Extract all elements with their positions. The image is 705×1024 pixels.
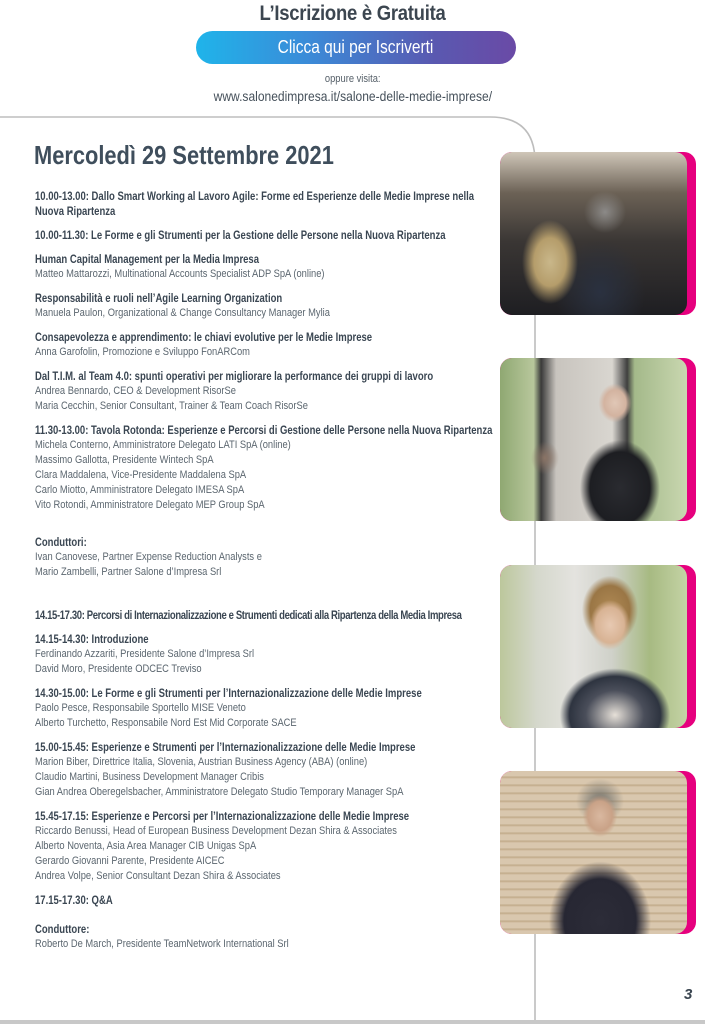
speaker: Riccardo Benussi, Head of European Business Development Dezan Shira & Associates <box>35 825 397 837</box>
speaker: Clara Maddalena, Vice-Presidente Maddalena SpA <box>35 469 247 481</box>
session-heading: 10.00-11.30: Le Forme e gli Strumenti per la Gestione delle Persone nella Nuova Ripartenza <box>35 229 446 242</box>
speaker: Matteo Mattarozzi, Multinational Accounts Specialist ADP SpA (online) <box>35 268 325 280</box>
host: Mario Zambelli, Partner Salone d’Impresa Srl <box>35 566 222 578</box>
talk <box>35 369 494 414</box>
register-button-label: Clicca qui per Iscriverti <box>278 37 434 57</box>
speaker: Marion Biber, Direttrice Italia, Slovenia, Austrian Business Agency (ABA) (online) <box>35 756 368 768</box>
talk-title: Responsabilità e ruoli nell’Agile Learning Organization <box>35 292 283 305</box>
speaker: Alberto Turchetto, Responsabile Nord Est Mid Corporate SACE <box>35 717 297 729</box>
event-photo-audience <box>500 152 696 315</box>
photo-image <box>500 771 687 934</box>
speaker: Anna Garofolin, Promozione e Sviluppo FonARCom <box>35 346 250 358</box>
host <box>35 922 494 952</box>
talk-title: Dal T.I.M. al Team 4.0: spunti operativi per migliorare la performance dei gruppi di lavoro <box>35 370 434 383</box>
photo-image <box>500 565 687 728</box>
talk-title: 17.15-17.30: Q&A <box>35 894 113 907</box>
talk <box>35 740 494 800</box>
session-morning <box>35 189 494 219</box>
speaker: Alberto Noventa, Asia Area Manager CIB Unigas SpA <box>35 840 257 852</box>
page-number: 3 <box>684 986 693 1003</box>
alternative-visit-label: oppure visita: <box>324 73 381 85</box>
talk-title: 15.45-17.15: Esperienze e Percorsi per l’Internazionalizzazione delle Medie Imprese <box>35 810 410 823</box>
speaker: Carlo Miotto, Amministratore Delegato IMESA SpA <box>35 484 245 496</box>
session-afternoon <box>35 608 494 623</box>
session-heading: 10.00-13.00: Dallo Smart Working al Lavoro Agile: Forme ed Esperienze delle Medie Imprese nella Nuova Ripartenza <box>35 190 475 218</box>
speaker: Gian Andrea Oberegelsbacher, Amministratore Delegato Studio Temporary Manager SpA <box>35 786 404 798</box>
speaker: Massimo Gallotta, Presidente Wintech SpA <box>35 454 214 466</box>
session-part <box>35 228 494 243</box>
speaker: Maria Cecchin, Senior Consultant, Trainer & Team Coach RisorSe <box>35 400 308 412</box>
speaker: Claudio Martini, Business Development Manager Cribis <box>35 771 264 783</box>
talk <box>35 632 494 677</box>
bottom-bar <box>0 1020 705 1024</box>
speaker: Ferdinando Azzariti, Presidente Salone d’Impresa Srl <box>35 648 255 660</box>
speaker: Paolo Pesce, Responsabile Sportello MISE Veneto <box>35 702 246 714</box>
event-photo-speaker <box>500 771 696 934</box>
talk <box>35 330 494 360</box>
speaker: Andrea Volpe, Senior Consultant Dezan Shira & Associates <box>35 870 281 882</box>
registration-title: L’Iscrizione è Gratuita <box>259 2 446 25</box>
hosts <box>35 535 494 580</box>
talk-title: 11.30-13.00: Tavola Rotonda: Esperienze e Percorsi di Gestione delle Persone nella Nuova Ripartenza <box>35 424 493 437</box>
event-photo-speaker <box>500 565 696 728</box>
talk-title: 14.30-15.00: Le Forme e gli Strumenti per l’Internazionalizzazione delle Medie Imprese <box>35 687 422 700</box>
speaker: David Moro, Presidente ODCEC Treviso <box>35 663 202 675</box>
talk <box>35 686 494 731</box>
qa <box>35 893 494 908</box>
register-button[interactable] <box>196 31 516 64</box>
host: Roberto De March, Presidente TeamNetwork International Srl <box>35 938 289 950</box>
event-photo-speaker <box>500 358 696 521</box>
talk-title: Human Capital Management per la Media Impresa <box>35 253 260 266</box>
speaker: Andrea Bennardo, CEO & Development RisorSe <box>35 385 236 397</box>
talk <box>35 809 494 884</box>
host-label: Conduttore: <box>35 923 90 936</box>
day-title: Mercoledì 29 Settembre 2021 <box>34 140 334 170</box>
hosts-label: Conduttori: <box>35 536 87 549</box>
website-link[interactable]: www.salonedimpresa.it/salone-delle-medie-imprese/ <box>213 88 492 104</box>
photo-image <box>500 358 687 521</box>
talk <box>35 252 494 282</box>
speaker: Manuela Paulon, Organizational & Change Consultancy Manager Mylia <box>35 307 330 319</box>
session-heading: 14.15-17.30: Percorsi di Internazionalizzazione e Strumenti dedicati alla Ripartenza della Media Impresa <box>35 609 462 622</box>
talk-title: Consapevolezza e apprendimento: le chiavi evolutive per le Medie Imprese <box>35 331 373 344</box>
talk-title: 14.15-14.30: Introduzione <box>35 633 149 646</box>
speaker: Michela Conterno, Amministratore Delegato LATI SpA (online) <box>35 439 291 451</box>
talk <box>35 291 494 321</box>
host: Ivan Canovese, Partner Expense Reduction Analysts e <box>35 551 262 563</box>
photo-image <box>500 152 687 315</box>
program-schedule <box>35 189 494 961</box>
talk-title: 15.00-15.45: Esperienze e Strumenti per l’Internazionalizzazione delle Medie Imprese <box>35 741 416 754</box>
roundtable <box>35 423 494 513</box>
speaker: Gerardo Giovanni Parente, Presidente AICEC <box>35 855 225 867</box>
speaker: Vito Rotondi, Amministratore Delegato MEP Group SpA <box>35 499 265 511</box>
